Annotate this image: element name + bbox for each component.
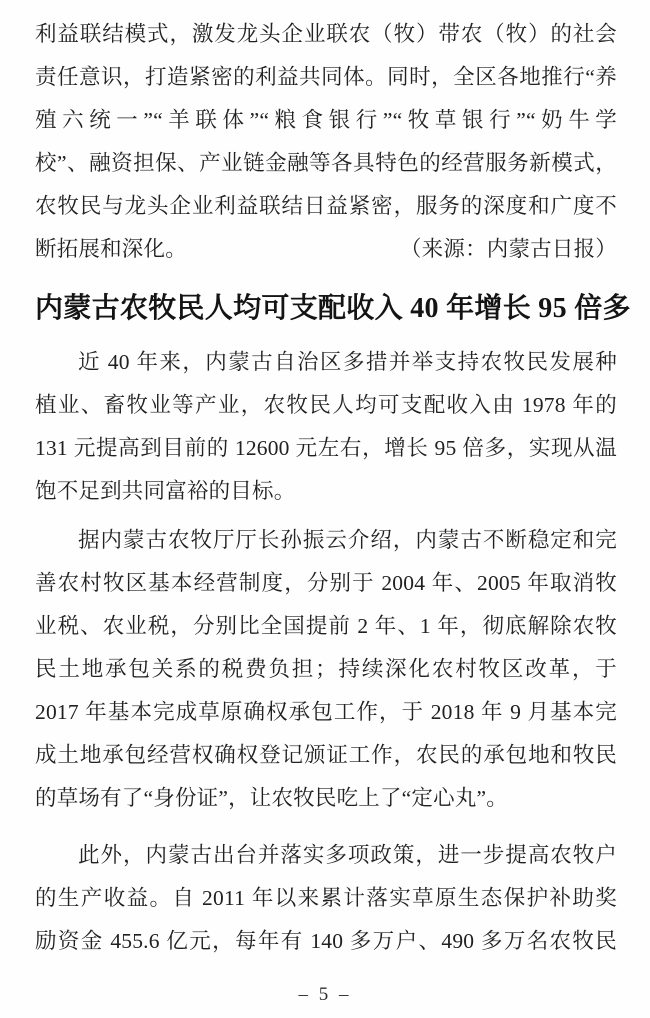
page-number: – 5 – [298,984,352,1005]
text-line: 的草场有了“身份证”，让农牧民吃上了“定心丸”。 [35,786,508,810]
text-line: 励资金 455.6 亿元，每年有 140 多万户、490 多万名农牧民 [35,929,617,953]
article-title: 内蒙古农牧民人均可支配收入 40 年增长 95 倍多 [35,293,631,324]
text-line: 利益联结模式，激发龙头企业联农（牧）带农（牧）的社会 [35,22,617,46]
text-line: 农牧民与龙头企业利益联结日益紧密，服务的深度和广度不 [35,194,617,218]
text-line: 据内蒙古农牧厅厅长孙振云介绍，内蒙古不断稳定和完 [78,528,617,552]
text-line: 校”、融资担保、产业链金融等各具特色的经营服务新模式， [35,151,617,175]
text-line: 业税、农业税，分别比全国提前 2 年、1 年，彻底解除农牧 [35,614,617,638]
text-line: 131 元提高到目前的 12600 元左右，增长 95 倍多，实现从温 [35,436,617,460]
text-line: 此外，内蒙古出台并落实多项政策，进一步提高农牧户 [78,843,617,867]
closing-text: 断拓展和深化。 [35,237,187,261]
text-line: 责任意识，打造紧密的利益共同体。同时，全区各地推行“养 [35,65,617,89]
article-paragraph-3 [35,834,617,963]
page-content [35,13,631,963]
text-line: 植业、畜牧业等产业，农牧民人均可支配收入由 1978 年的 [35,393,617,417]
text-line: 殖六统一”“羊联体”“粮食银行”“牧草银行”“奶牛学 [35,108,617,132]
text-line: 近 40 年来，内蒙古自治区多措并举支持农牧民发展种 [78,350,617,374]
text-line: 善农村牧区基本经营制度，分别于 2004 年、2005 年取消牧 [35,571,617,595]
page-footer [0,984,650,1006]
article-paragraph-1 [35,341,617,513]
text-line: 民土地承包关系的税费负担；持续深化农村牧区改革，于 [35,657,617,681]
article-paragraph-2 [35,519,617,820]
text-line: 2017 年基本完成草原确权承包工作，于 2018 年 9 月基本完 [35,700,617,724]
text-line: 成土地承包经营权确权登记颁证工作，农民的承包地和牧民 [35,743,617,767]
text-line: 饱不足到共同富裕的目标。 [35,479,296,503]
source-attribution: （来源：内蒙古日报） [399,237,617,261]
continuation-paragraph [35,13,617,228]
paragraph-closing-line [35,228,617,271]
text-line: 的生产收益。自 2011 年以来累计落实草原生态保护补助奖 [35,886,617,910]
